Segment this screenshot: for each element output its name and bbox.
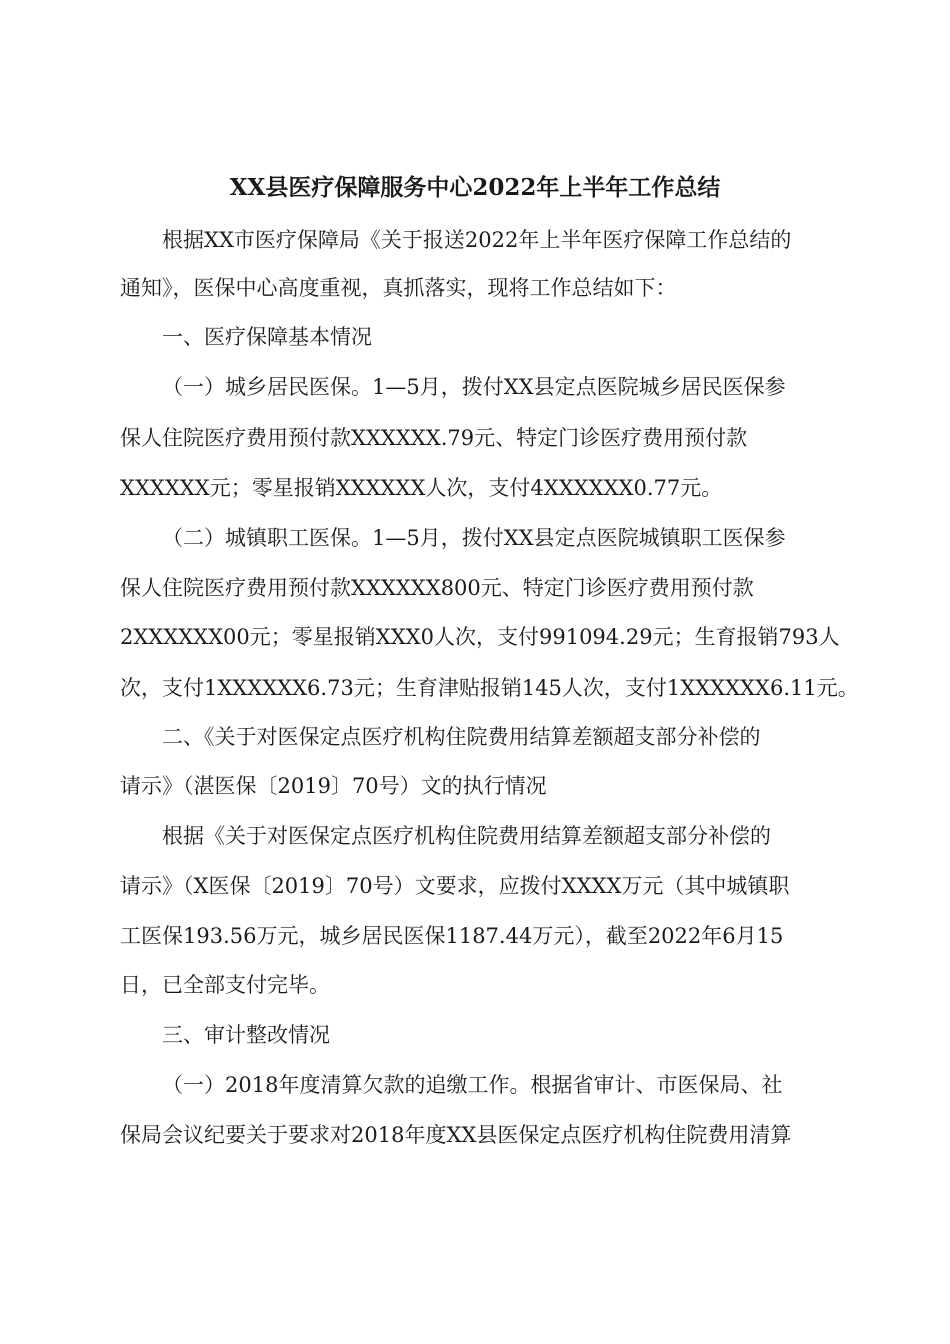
paragraph-line: 保人住院医疗费用预付款XXXXXX.79元、特定门诊医疗费用预付款 — [120, 426, 748, 450]
paragraph-line: 根据《关于对医保定点医疗机构住院费用结算差额超支部分补偿的 — [162, 824, 771, 848]
section-heading: 一、医疗保障基本情况 — [162, 325, 372, 349]
paragraph-line: 工医保193.56万元，城乡居民医保1187.44万元），截至2022年6月15 — [120, 924, 784, 948]
section-heading: 三、审计整改情况 — [162, 1023, 330, 1047]
paragraph-line: （二）城镇职工医保。1—5月，拨付XX县定点医院城镇职工医保参 — [162, 526, 786, 550]
paragraph-line: 2XXXXXX00元；零星报销XXX0人次，支付991094.29元；生育报销793人 — [120, 625, 840, 649]
paragraph-line: 通知》，医保中心高度重视，真抓落实，现将工作总结如下： — [120, 276, 677, 300]
section-heading: 请示》（湛医保〔2019〕70号）文的执行情况 — [120, 774, 547, 798]
paragraph-line: 日，已全部支付完毕。 — [120, 973, 330, 997]
paragraph-line: 保局会议纪要关于要求对2018年度XX县医保定点医疗机构住院费用清算 — [120, 1123, 792, 1147]
paragraph-line: 根据XX市医疗保障局《关于报送2022年上半年医疗保障工作总结的 — [162, 228, 792, 252]
paragraph-line: 请示》（X医保〔2019〕70号）文要求，应拨付XXXX万元（其中城镇职 — [120, 874, 790, 898]
paragraph-line: XXXXXX元；零星报销XXXXXX人次，支付4XXXXXX0.77元。 — [120, 476, 723, 500]
paragraph-line: （一）城乡居民医保。1—5月，拨付XX县定点医院城乡居民医保参 — [162, 375, 786, 399]
paragraph-line: 次，支付1XXXXXX6.73元；生育津贴报销145人次，支付1XXXXXX6.11元。 — [120, 676, 859, 700]
paragraph-line: 保人住院医疗费用预付款XXXXXX800元、特定门诊医疗费用预付款 — [120, 576, 754, 600]
section-heading: 二、《关于对医保定点医疗机构住院费用结算差额超支部分补偿的 — [162, 725, 761, 749]
paragraph-line: （一）2018年度清算欠款的追缴工作。根据省审计、市医保局、社 — [162, 1073, 783, 1097]
document-title: XX县医疗保障服务中心2022年上半年工作总结 — [229, 174, 721, 201]
